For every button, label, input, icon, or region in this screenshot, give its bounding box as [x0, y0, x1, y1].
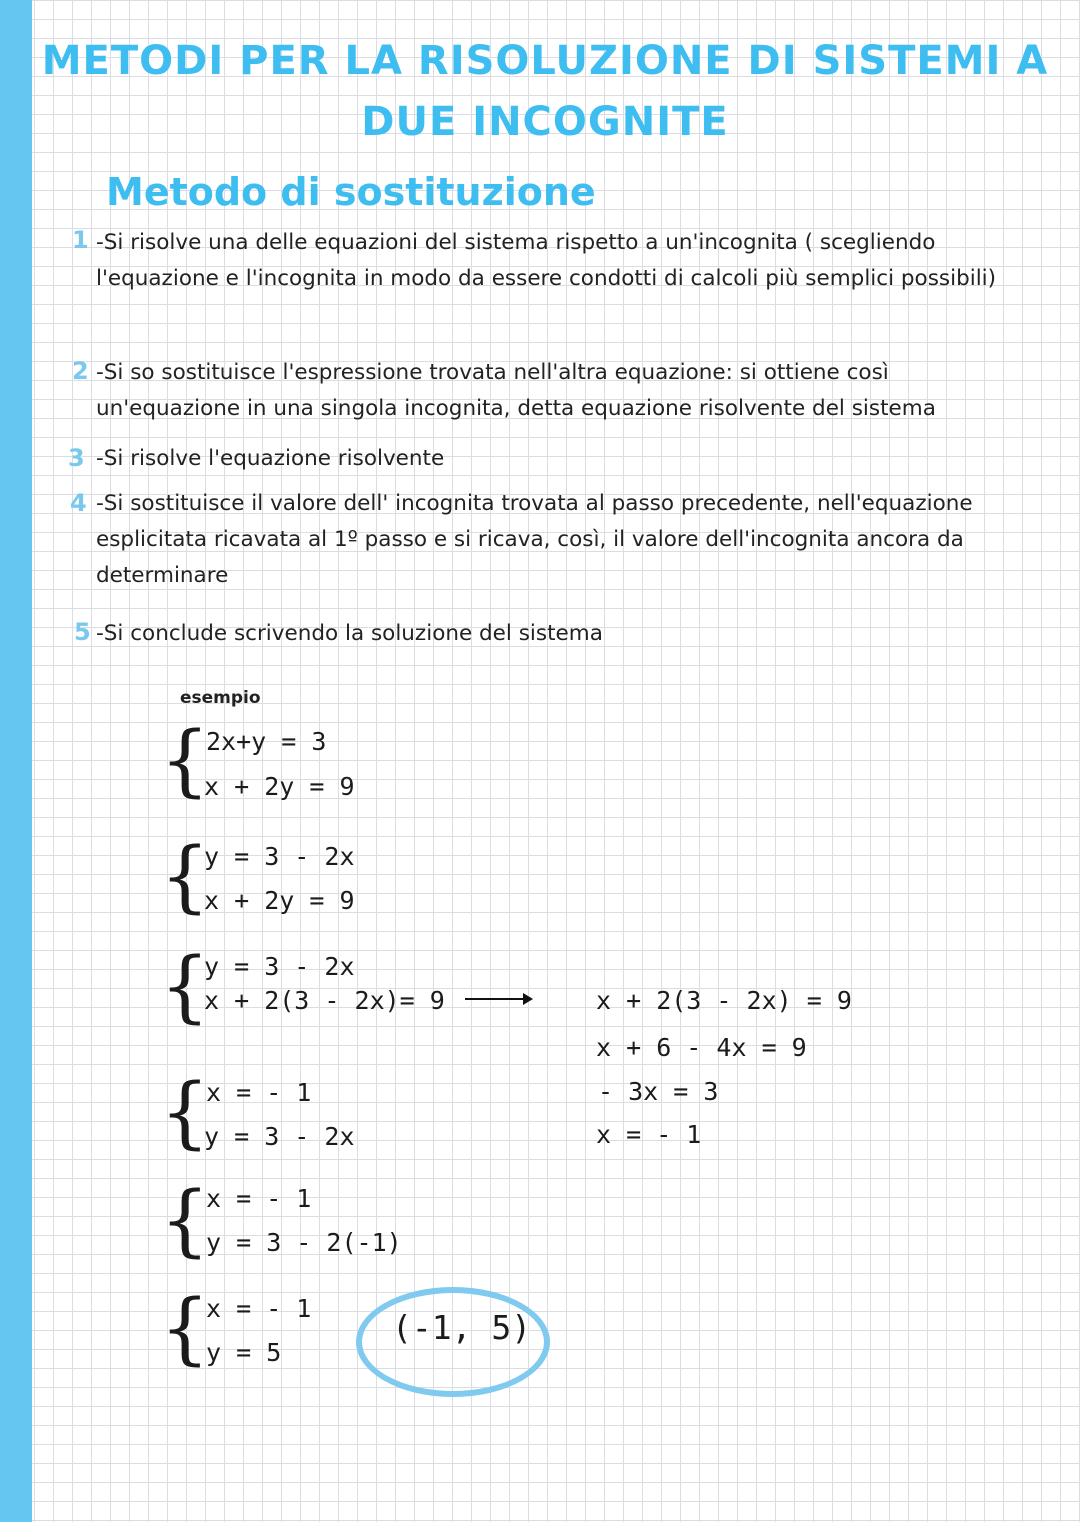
- step-number-2: 2: [72, 357, 89, 385]
- step-number-3: 3: [68, 444, 85, 472]
- system-1-eq-1: 2x+y = 3: [206, 727, 327, 756]
- system-brace: {: [160, 716, 210, 806]
- side-step-2: x + 6 - 4x = 9: [596, 1033, 807, 1062]
- system-6-eq-2: y = 5: [206, 1338, 282, 1367]
- system-3-eq-1: y = 3 - 2x: [204, 952, 355, 981]
- solution-result: (-1, 5): [392, 1308, 532, 1347]
- step-number-4: 4: [70, 489, 87, 517]
- step-text-1: -Si risolve una delle equazioni del sistema rispetto a un'incognita ( scegliendo l'equazione e l'incognita in modo da essere condotti di calcoli più semplici possibili): [96, 230, 997, 291]
- system-brace: {: [160, 1284, 210, 1374]
- arrow-icon: [465, 998, 531, 1000]
- step-text-3: -Si risolve l'equazione risolvente: [96, 446, 445, 471]
- system-brace: {: [160, 942, 210, 1032]
- system-4-eq-1: x = - 1: [206, 1078, 312, 1107]
- system-1-eq-2: x + 2y = 9: [204, 772, 355, 801]
- page-title-line-2: DUE INCOGNITE: [361, 99, 729, 145]
- step-text-4: -Si sostituisce il valore dell' incognita trovata al passo precedente, nell'equazione esplicitata ricavata al 1º passo e si ricava, così, il valore dell'incognita ancora da determinare: [96, 491, 973, 588]
- system-2-eq-2: x + 2y = 9: [204, 886, 355, 915]
- side-step-4: x = - 1: [596, 1120, 702, 1149]
- system-5-eq-1: x = - 1: [206, 1184, 312, 1213]
- example-label: esempio: [180, 688, 261, 708]
- step-number-5: 5: [74, 618, 91, 646]
- page-title-line-1: METODI PER LA RISOLUZIONE DI SISTEMI A: [41, 38, 1049, 84]
- system-4-eq-2: y = 3 - 2x: [204, 1122, 355, 1151]
- step-text-2: -Si so sostituisce l'espressione trovata nell'altra equazione: si ottiene così un'equazione in una singola incognita, detta equazione risolvente del sistema: [96, 360, 936, 421]
- system-6-eq-1: x = - 1: [206, 1294, 312, 1323]
- side-step-3: - 3x = 3: [598, 1077, 719, 1106]
- system-5-eq-2: y = 3 - 2(-1): [206, 1228, 402, 1257]
- system-2-eq-1: y = 3 - 2x: [204, 842, 355, 871]
- section-subtitle: Metodo di sostituzione: [106, 170, 596, 214]
- margin-bar: [0, 0, 32, 1522]
- system-brace: {: [160, 1176, 210, 1266]
- side-step-1: x + 2(3 - 2x) = 9: [596, 986, 852, 1015]
- system-3-eq-2: x + 2(3 - 2x)= 9: [204, 986, 445, 1015]
- system-brace: {: [160, 832, 210, 922]
- system-brace: {: [160, 1068, 210, 1158]
- step-text-5: -Si conclude scrivendo la soluzione del sistema: [96, 621, 603, 646]
- step-number-1: 1: [72, 226, 89, 254]
